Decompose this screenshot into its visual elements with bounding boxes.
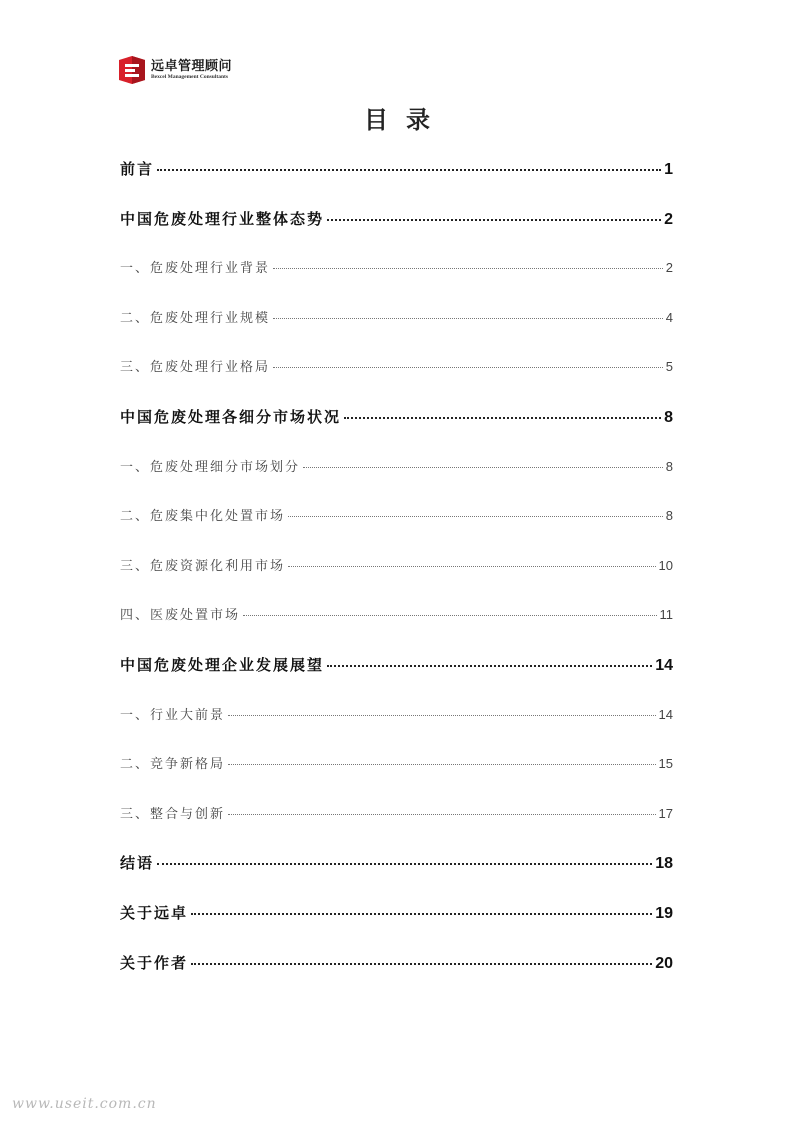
toc-section-entry[interactable] <box>120 803 673 822</box>
dot-leader <box>273 318 663 319</box>
toc-entry-page-number: 2 <box>665 260 673 276</box>
toc-entry-label: 关于远卓 <box>120 904 189 922</box>
toc-section-entry[interactable] <box>120 456 673 475</box>
toc-entry-page-number: 5 <box>665 359 673 375</box>
toc-entry-label: 四、医废处置市场 <box>120 608 241 624</box>
dot-leader <box>303 467 663 468</box>
toc-entry-page-number: 11 <box>659 607 673 623</box>
toc-entry-label: 关于作者 <box>120 953 189 972</box>
dot-leader <box>327 219 661 221</box>
toc-entry-page-number: 8 <box>665 508 673 524</box>
logo-english-name: Bexcel Management Consultants <box>151 74 228 80</box>
toc-entry-label: 中国危废处理各细分市场状况 <box>120 408 342 426</box>
dot-leader <box>157 169 661 171</box>
toc-entry-label: 二、危废处理行业规模 <box>120 310 271 326</box>
toc-entry-label: 三、整合与创新 <box>120 806 226 822</box>
dot-leader <box>243 615 656 616</box>
logo-chinese-name: 远卓管理顾问 <box>151 59 233 74</box>
dot-leader <box>228 715 656 716</box>
dot-leader <box>273 268 663 269</box>
toc-entry-label: 一、危废处理行业背景 <box>120 261 271 277</box>
toc-entry-page-number: 10 <box>658 557 673 573</box>
dot-leader <box>327 665 652 667</box>
toc-entry-page-number: 20 <box>655 954 673 972</box>
dot-leader <box>191 913 652 915</box>
toc-entry-page-number: 15 <box>658 756 673 772</box>
dot-leader <box>228 814 656 815</box>
dot-leader <box>288 566 656 567</box>
toc-entry-label: 一、危废处理细分市场划分 <box>120 459 301 475</box>
toc-entry-label: 前言 <box>120 160 155 178</box>
toc-entry-label: 二、竞争新格局 <box>120 757 226 773</box>
toc-section-entry[interactable] <box>120 604 673 623</box>
toc-section-entry[interactable] <box>120 307 673 326</box>
toc-chapter-entry[interactable] <box>120 654 673 675</box>
toc-entry-page-number: 17 <box>658 805 673 821</box>
company-logo <box>117 56 232 84</box>
page-title: 目录 <box>364 106 448 134</box>
toc-chapter-entry[interactable] <box>120 902 673 923</box>
toc-entry-label: 结语 <box>120 854 155 873</box>
toc-entry-page-number: 1 <box>664 161 673 178</box>
toc-entry-label: 中国危废处理企业发展展望 <box>120 656 325 674</box>
toc-section-entry[interactable] <box>120 356 673 375</box>
toc-section-entry[interactable] <box>120 555 673 574</box>
dot-leader <box>191 963 652 965</box>
toc-section-entry[interactable] <box>120 704 673 723</box>
toc-entry-page-number: 18 <box>655 855 673 873</box>
toc-entry-page-number: 8 <box>665 458 673 474</box>
toc-chapter-entry[interactable] <box>120 208 673 229</box>
logo-mark-icon <box>117 56 147 84</box>
dot-leader <box>157 863 652 865</box>
toc-chapter-entry[interactable] <box>120 406 673 427</box>
toc-entry-page-number: 2 <box>664 210 673 228</box>
toc-section-entry[interactable] <box>120 257 673 276</box>
toc-entry-label: 三、危废资源化利用市场 <box>120 558 286 574</box>
toc-chapter-entry[interactable] <box>120 952 673 973</box>
dot-leader <box>344 417 661 419</box>
toc-entry-page-number: 19 <box>655 905 673 922</box>
dot-leader <box>273 367 663 368</box>
toc-entry-page-number: 8 <box>664 409 673 426</box>
toc-entry-label: 二、危废集中化处置市场 <box>120 509 286 525</box>
toc-entry-page-number: 14 <box>658 706 673 722</box>
toc-entry-label: 中国危废处理行业整体态势 <box>120 209 325 228</box>
watermark: www.useit.com.cn <box>12 1096 157 1112</box>
dot-leader <box>288 516 663 517</box>
toc-entry-label: 三、危废处理行业格局 <box>120 360 271 376</box>
toc-entry-page-number: 14 <box>655 657 673 674</box>
toc-chapter-entry[interactable] <box>120 158 673 179</box>
toc-entry-page-number: 4 <box>665 309 673 325</box>
toc-chapter-entry[interactable] <box>120 852 673 873</box>
dot-leader <box>228 764 656 765</box>
toc-entry-label: 一、行业大前景 <box>120 707 226 723</box>
toc-section-entry[interactable] <box>120 505 673 524</box>
toc-section-entry[interactable] <box>120 753 673 772</box>
